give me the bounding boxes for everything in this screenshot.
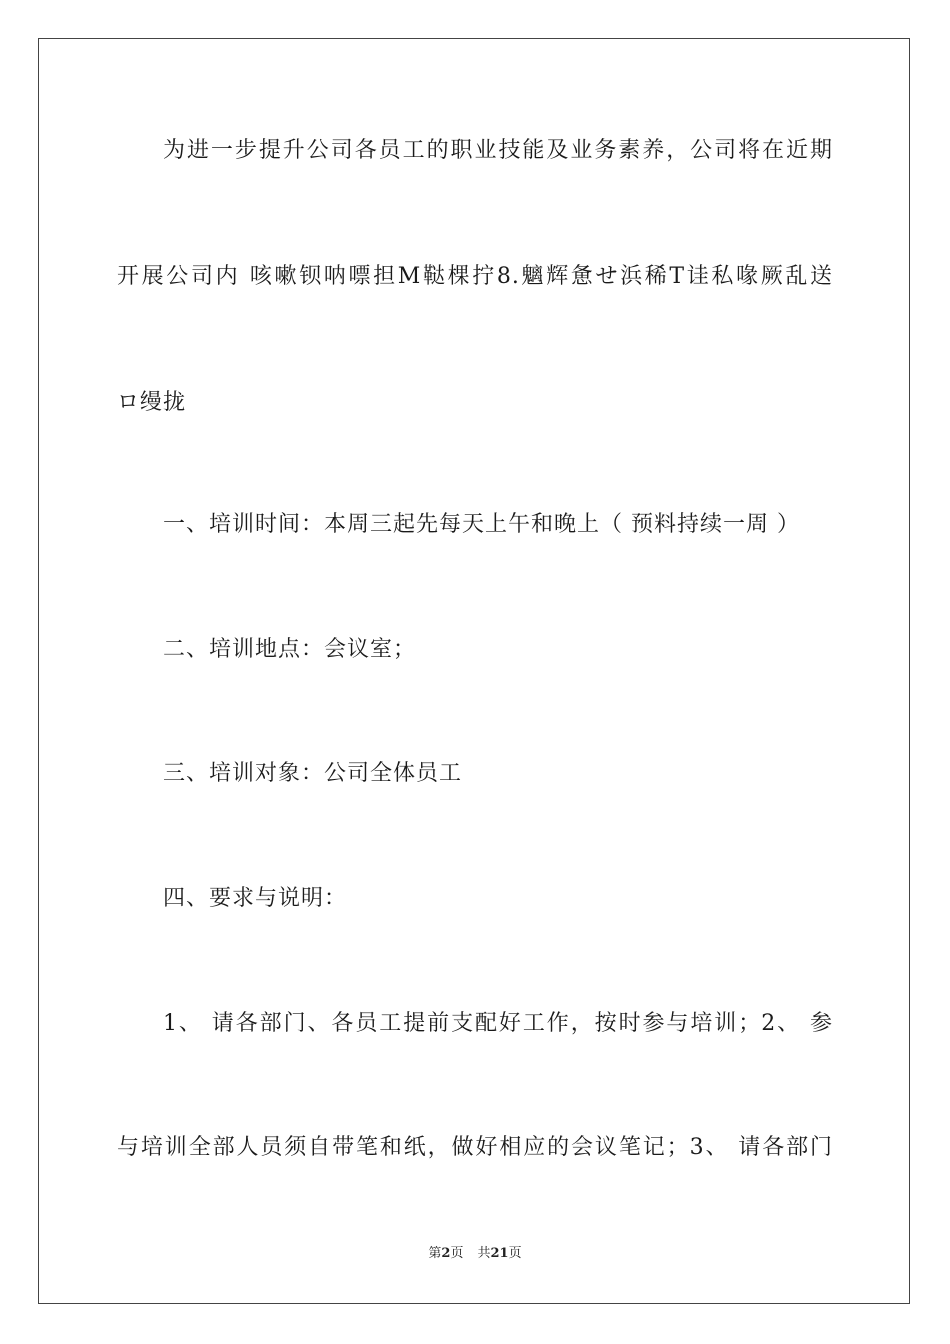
- requirements-line-2: 与培训全部人员须自带笔和纸，做好相应的会议笔记；3、 请各部门: [117, 1135, 833, 1160]
- total-label-prefix: 共: [477, 1246, 491, 1261]
- section-training-audience: 三、培训对象：公司全体员工: [163, 761, 463, 786]
- page-label-suffix: 页: [450, 1246, 464, 1261]
- paragraph-intro-line-3: ロ缦拢: [117, 390, 187, 415]
- page-label-prefix: 第: [428, 1246, 442, 1261]
- total-pages: 21: [490, 1246, 509, 1261]
- page-border: [38, 38, 910, 1304]
- total-label-suffix: 页: [508, 1246, 522, 1261]
- page-footer: [0, 1245, 950, 1263]
- section-requirements-heading: 四、要求与说明：: [163, 886, 348, 911]
- requirements-line-1: 1、 请各部门、各员工提前支配好工作，按时参与培训；2、 参: [163, 1011, 833, 1036]
- section-training-time: 一、培训时间：本周三起先每天上午和晚上（ 预料持续一周 ）: [163, 512, 800, 537]
- section-training-location: 二、培训地点：会议室；: [163, 637, 417, 662]
- paragraph-intro-line-1: 为进一步提升公司各员工的职业技能及业务素养，公司将在近期: [163, 138, 833, 163]
- paragraph-intro-line-2: 开展公司内 咳嗽钡呐嘌担M鞑棵拧8.魑辉惫せ浜稀T诖私喙厥乱送: [117, 264, 833, 289]
- page-number: 2: [441, 1246, 451, 1261]
